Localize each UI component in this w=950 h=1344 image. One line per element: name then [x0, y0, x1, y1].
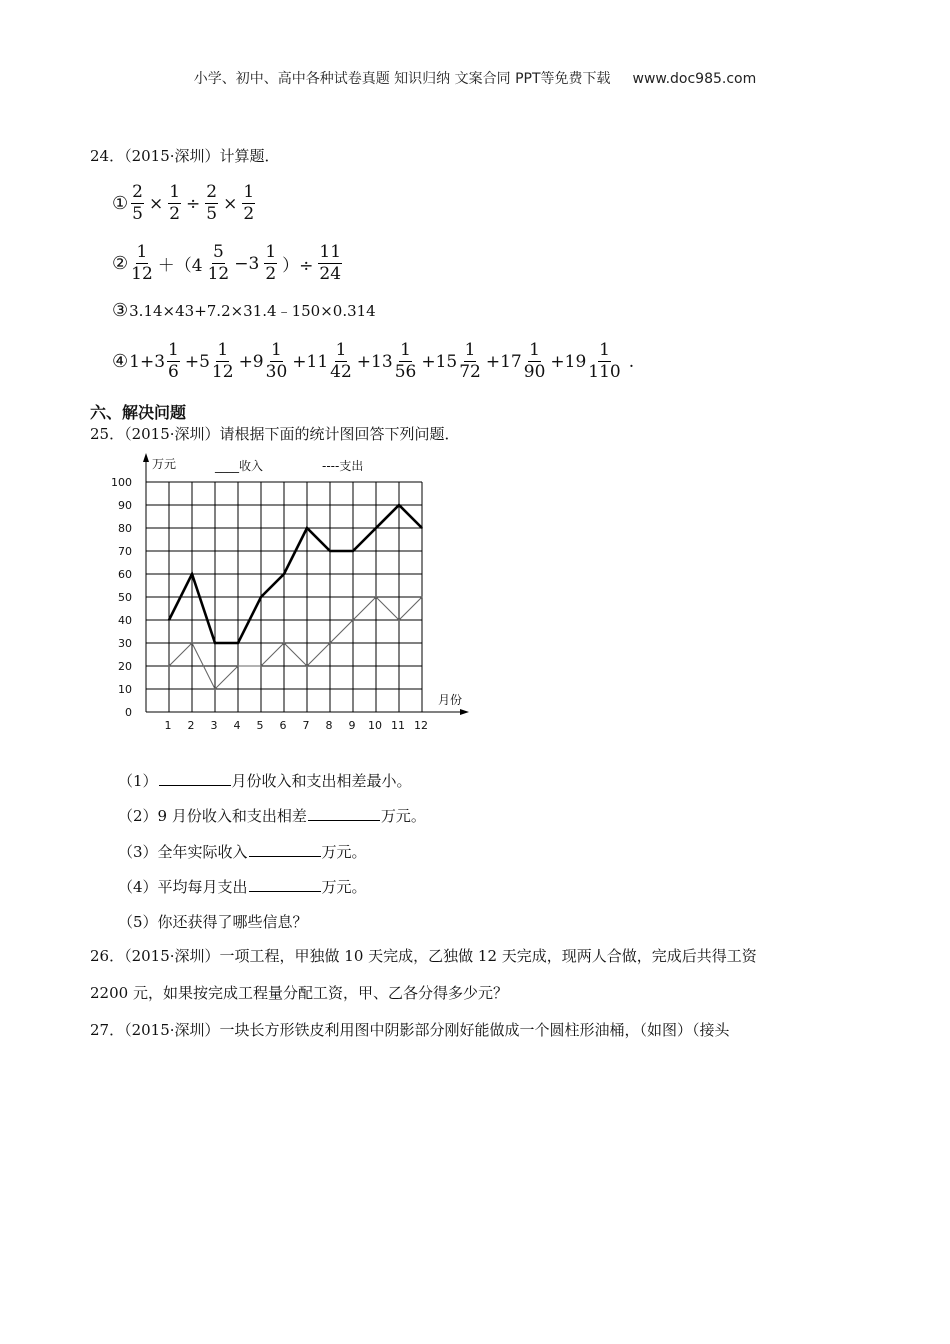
- fraction: $\frac{1}{2}$: [243, 182, 255, 224]
- q24-item1: [112, 184, 257, 223]
- y-tick-label: 40: [118, 614, 132, 627]
- sub-label: （1）: [118, 772, 158, 790]
- x-tick-label: 10: [368, 719, 382, 732]
- expense-point: [329, 642, 331, 644]
- answer-blank[interactable]: [249, 877, 321, 892]
- term-whole: +11: [292, 351, 329, 372]
- sub-text: （4）平均每月支出: [118, 878, 248, 896]
- x-tick-label: 5: [256, 719, 264, 732]
- term-whole: +17: [485, 351, 522, 372]
- q26-line1: 26．（2015·深圳）一项工程，甲独做 10 天完成，乙独做 12 天完成，现两人合做，完成后共得工资: [90, 947, 757, 965]
- operator: ÷: [186, 193, 201, 214]
- expense-point: [421, 596, 423, 598]
- sub-text: 万元。: [321, 843, 367, 861]
- x-tick-label: 7: [302, 719, 310, 732]
- item-mark: ④: [112, 351, 129, 372]
- fraction: $\frac{1}{56}$: [394, 340, 417, 382]
- expense-point: [260, 665, 262, 667]
- y-tick-label: 70: [118, 545, 132, 558]
- sub-text: （3）全年实际收入: [118, 843, 248, 861]
- income-point: [237, 642, 239, 644]
- operator: ×: [148, 193, 164, 214]
- item-mark: ②: [112, 253, 129, 274]
- q25-sub2: [118, 805, 426, 826]
- q25-sub4: [118, 876, 367, 897]
- answer-blank[interactable]: [249, 842, 321, 857]
- x-axis-label: 月份: [438, 693, 463, 707]
- income-point: [375, 527, 377, 529]
- y-tick-label: 90: [118, 499, 132, 512]
- income-point: [421, 527, 423, 529]
- sub-text: 万元。: [321, 878, 367, 896]
- operator: ＋（4: [157, 256, 203, 276]
- x-tick-label: 12: [414, 719, 428, 732]
- income-point: [191, 573, 193, 575]
- page-header: [0, 68, 950, 88]
- fraction: $\frac{2}{5}$: [206, 182, 218, 224]
- fraction: $\frac{1}{72}$: [459, 340, 481, 382]
- fraction: $\frac{2}{5}$: [132, 182, 143, 224]
- income-point: [168, 619, 170, 621]
- x-tick-label: 6: [279, 719, 287, 732]
- fraction: $\frac{1}{110}$: [588, 340, 621, 382]
- q24-item3: [112, 300, 376, 321]
- expense-point: [306, 665, 308, 667]
- fraction: $\frac{5}{12}$: [207, 242, 230, 284]
- y-tick-label: 10: [118, 683, 132, 696]
- y-tick-label: 50: [118, 591, 132, 604]
- expense-point: [375, 596, 377, 598]
- q26-line2: 2200 元，如果按完成工程量分配工资，甲、乙各分得多少元？: [90, 984, 508, 1002]
- expense-point: [214, 688, 216, 690]
- x-tick-label: 11: [391, 719, 405, 732]
- q24-item2: [112, 244, 344, 283]
- sub-text: （2）9 月份收入和支出相差: [118, 807, 307, 825]
- x-tick-label: 4: [233, 719, 241, 732]
- section-title: 六、解决问题: [90, 403, 187, 422]
- y-axis-arrow: [143, 453, 149, 462]
- fraction: $\frac{1}{42}$: [330, 340, 352, 382]
- income-point: [352, 550, 354, 552]
- sub-text: 月份收入和支出相差最小。: [231, 772, 412, 790]
- operator: −3: [234, 253, 260, 274]
- income-point: [329, 550, 331, 552]
- expression-terms: [165, 342, 623, 381]
- header-text: 小学、初中、高中各种试卷真题 知识归纳 文案合同 PPT等免费下载: [193, 71, 611, 87]
- term-whole: +13: [356, 351, 393, 372]
- expression-lead: 1+3: [129, 351, 166, 372]
- answer-blank[interactable]: [308, 806, 380, 821]
- fraction: $\frac{1}{12}$: [211, 340, 234, 382]
- legend-expense: ----支出: [322, 459, 364, 473]
- expense-point: [283, 642, 285, 644]
- q27-line1: 27．（2015·深圳）一块长方形铁皮利用图中阴影部分刚好能做成一个圆柱形油桶，（如图）（接头: [90, 1021, 730, 1039]
- fraction: $\frac{1}{2}$: [265, 242, 277, 284]
- legend-income: ____收入: [215, 459, 264, 473]
- income-point: [260, 596, 262, 598]
- x-tick-label: 2: [187, 719, 195, 732]
- x-tick-label: 3: [210, 719, 218, 732]
- x-tick-label: 1: [164, 719, 172, 732]
- answer-blank[interactable]: [159, 771, 231, 786]
- y-tick-label: 30: [118, 637, 132, 650]
- q24-item4: [112, 342, 634, 381]
- q25-sub1: [118, 770, 412, 791]
- expression: 3.14×43+7.2×31.4﹣150×0.314: [129, 302, 376, 320]
- fraction: $\frac{1}{6}$: [168, 340, 179, 382]
- fraction: $\frac{11}{24}$: [319, 242, 342, 284]
- y-tick-label: 60: [118, 568, 132, 581]
- q25-sub5: （5）你还获得了哪些信息？: [118, 913, 308, 931]
- x-tick-label: 9: [348, 719, 356, 732]
- q25-sub3: [118, 841, 367, 862]
- y-tick-label: 20: [118, 660, 132, 673]
- term-whole: +19: [550, 351, 587, 372]
- item-mark: ①: [112, 193, 129, 214]
- header-url: www.doc985.com: [632, 71, 757, 87]
- income-point: [306, 527, 308, 529]
- x-axis-arrow: [460, 709, 469, 715]
- y-axis-label: 万元: [152, 457, 177, 471]
- income-point: [283, 573, 285, 575]
- q25-stem: 25．（2015·深圳）请根据下面的统计图回答下列问题．: [90, 425, 460, 443]
- fraction: $\frac{1}{2}$: [169, 182, 181, 224]
- operator: ×: [223, 193, 238, 214]
- expense-point: [168, 665, 170, 667]
- item-mark: ③: [112, 300, 129, 321]
- expense-point: [352, 619, 354, 621]
- sub-text: 万元。: [380, 807, 426, 825]
- expression-tail: .: [628, 351, 635, 372]
- fraction: $\frac{1}{90}$: [523, 340, 546, 382]
- y-tick-label: 100: [111, 476, 132, 489]
- y-tick-label: 0: [125, 706, 132, 719]
- expense-point: [398, 619, 400, 621]
- income-point: [398, 504, 400, 506]
- income-expense-chart: [100, 448, 480, 738]
- x-tick-label: 8: [325, 719, 333, 732]
- term-whole: +9: [238, 351, 264, 372]
- fraction: $\frac{1}{12}$: [131, 242, 153, 284]
- expense-point: [237, 665, 239, 667]
- operator: ）÷: [282, 256, 314, 276]
- expense-point: [191, 642, 193, 644]
- term-whole: +15: [421, 351, 458, 372]
- term-whole: +5: [184, 351, 210, 372]
- y-tick-label: 80: [118, 522, 132, 535]
- income-point: [214, 642, 216, 644]
- q24-stem: 24．（2015·深圳）计算题．: [90, 147, 280, 165]
- fraction: $\frac{1}{30}$: [265, 340, 288, 382]
